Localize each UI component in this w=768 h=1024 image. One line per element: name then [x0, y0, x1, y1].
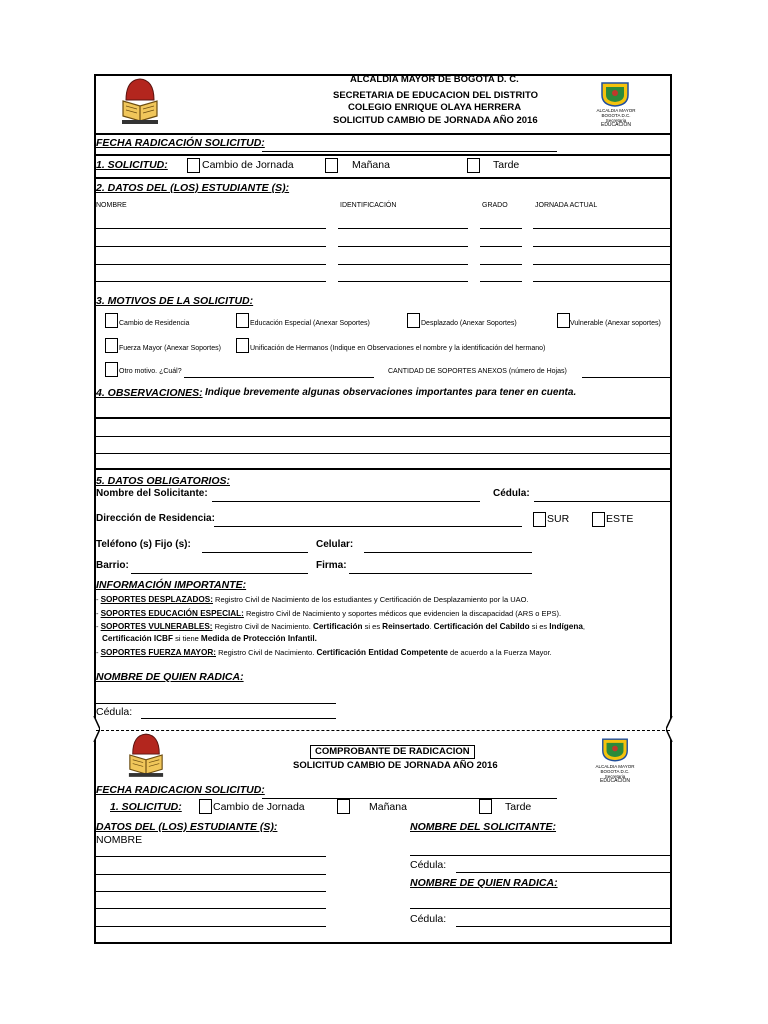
- quien-radica-label: NOMBRE DE QUIEN RADICA:: [96, 671, 244, 683]
- cedula-radica-field[interactable]: [141, 718, 336, 719]
- comprobante-student-line[interactable]: [94, 874, 326, 875]
- col-identificacion: IDENTIFICACIÓN: [340, 202, 397, 209]
- info-fuerza-mayor: - SOPORTES FUERZA MAYOR: Registro Civil de Nacimiento. Certificación Entidad Competente de acuerdo a la Fuerza Mayor.: [96, 648, 552, 657]
- comprobante-student-line[interactable]: [94, 926, 326, 927]
- cedula-radica-label: Cédula:: [96, 706, 133, 718]
- comprobante-student-line[interactable]: [94, 908, 326, 909]
- checkbox-desplazado[interactable]: [407, 313, 420, 328]
- solicitud-divider: [94, 177, 672, 179]
- checkbox-manana[interactable]: [325, 158, 338, 173]
- comprobante-student-line[interactable]: [94, 856, 326, 857]
- observaciones-label: 4. OBSERVACIONES:: [96, 387, 203, 399]
- observaciones-line[interactable]: [94, 453, 672, 454]
- motivo-desplazado: Desplazado (Anexar Soportes): [421, 320, 517, 327]
- motivo-fuerza-mayor: Fuerza Mayor (Anexar Soportes): [119, 345, 221, 352]
- bogota-seal-icon: [598, 81, 632, 107]
- motivo-otro: Otro motivo. ¿Cuál?: [119, 368, 182, 375]
- motivo-vulnerable: Vulnerable (Anexar soportes): [570, 320, 661, 327]
- cut-notch-right: [666, 716, 676, 742]
- direccion-label: Dirección de Residencia:: [96, 513, 215, 524]
- fecha-label: FECHA RADICACIÓN SOLICITUD:: [96, 137, 265, 149]
- telefono-label: Teléfono (s) Fijo (s):: [96, 539, 191, 550]
- option-este: ESTE: [606, 513, 634, 525]
- comprobante-cedula-b-label: Cédula:: [410, 913, 447, 925]
- comprobante-cedula-a-field[interactable]: [456, 872, 672, 873]
- comprobante-fecha-field[interactable]: [262, 798, 557, 799]
- comprobante-solicitud-label: 1. SOLICITUD:: [110, 801, 182, 813]
- checkbox-manana[interactable]: [337, 799, 350, 814]
- cedula-label: Cédula:: [493, 488, 530, 499]
- observaciones-divider: [94, 468, 672, 470]
- observaciones-line[interactable]: [94, 417, 672, 419]
- seal-caption: ALCALDIA MAYOR BOGOTA D.C. Secretaria EDUCACION: [595, 764, 635, 784]
- comprobante-fecha-label: FECHA RADICACION SOLICITUD:: [96, 784, 265, 796]
- checkbox-otro[interactable]: [105, 362, 118, 377]
- option-cambio-jornada: Cambio de Jornada: [202, 159, 294, 171]
- col-grado: GRADO: [482, 202, 508, 209]
- comprobante-solicitante-field[interactable]: [410, 855, 672, 856]
- checkbox-fuerza-mayor[interactable]: [105, 338, 118, 353]
- obligatorios-label: 5. DATOS OBLIGATORIOS:: [96, 475, 230, 487]
- motivo-cambio-residencia: Cambio de Residencia: [119, 320, 190, 327]
- option-tarde: Tarde: [505, 801, 532, 813]
- option-manana: Mañana: [352, 159, 390, 171]
- comprobante-subtitle: SOLICITUD CAMBIO DE JORNADA AÑO 2016: [293, 760, 498, 771]
- seal-caption: ALCALDIA MAYOR BOGOTA D.C. Secretaria EDUCACION: [596, 108, 636, 128]
- comprobante-cedula-a-label: Cédula:: [410, 859, 447, 871]
- col-jornada-actual: JORNADA ACTUAL: [535, 202, 598, 209]
- estudiantes-label: 2. DATOS DEL (LOS) ESTUDIANTE (S):: [96, 182, 290, 194]
- checkbox-este[interactable]: [592, 512, 605, 527]
- option-cambio-jornada: Cambio de Jornada: [213, 801, 305, 813]
- checkbox-tarde[interactable]: [479, 799, 492, 814]
- checkbox-tarde[interactable]: [467, 158, 480, 173]
- comprobante-quien-radica-field[interactable]: [410, 908, 672, 909]
- header-divider: [94, 133, 672, 135]
- nombre-solicitante-field[interactable]: [212, 501, 480, 502]
- comprobante-cedula-b-field[interactable]: [456, 926, 672, 927]
- cantidad-soportes-label: CANTIDAD DE SOPORTES ANEXOS (número de Hojas): [388, 368, 567, 375]
- motivos-label: 3. MOTIVOS DE LA SOLICITUD:: [96, 295, 254, 307]
- info-label: INFORMACIÓN IMPORTANTE:: [96, 579, 247, 591]
- bogota-seal-icon: [599, 737, 631, 762]
- observaciones-line[interactable]: [94, 436, 672, 437]
- header-line-4: SOLICITUD CAMBIO DE JORNADA AÑO 2016: [333, 115, 538, 126]
- firma-label: Firma:: [316, 560, 347, 571]
- comprobante-estudiantes-label: DATOS DEL (LOS) ESTUDIANTE (S):: [96, 821, 278, 833]
- checkbox-vulnerable[interactable]: [557, 313, 570, 328]
- option-tarde: Tarde: [493, 159, 520, 171]
- header-line-3: COLEGIO ENRIQUE OLAYA HERRERA: [348, 102, 522, 113]
- school-logo-icon: [127, 731, 165, 779]
- observaciones-hint: Indique brevemente algunas observaciones importantes para tener en cuenta.: [205, 387, 577, 398]
- checkbox-cambio-jornada[interactable]: [199, 799, 212, 814]
- info-educacion-especial: - SOPORTES EDUCACIÓN ESPECIAL: Registro Civil de Nacimiento y soportes médicos que evidencien la discapacidad (ARS o EPS).: [96, 609, 562, 618]
- checkbox-unificacion[interactable]: [236, 338, 249, 353]
- comprobante-student-line[interactable]: [94, 891, 326, 892]
- celular-label: Celular:: [316, 539, 354, 550]
- comprobante-title: COMPROBANTE DE RADICACION: [310, 745, 475, 759]
- otro-field[interactable]: [184, 377, 374, 378]
- quien-radica-field[interactable]: [94, 703, 336, 704]
- school-logo-icon: [120, 76, 160, 126]
- firma-field[interactable]: [349, 573, 532, 574]
- info-vulnerables: - SOPORTES VULNERABLES: Registro Civil de Nacimiento. Certificación si es Reinsertado. Certificación del Cabildo si es Indígena,: [96, 622, 586, 631]
- checkbox-sur[interactable]: [533, 512, 546, 527]
- cantidad-soportes-field[interactable]: [582, 377, 672, 378]
- comprobante-quien-radica-label: NOMBRE DE QUIEN RADICA:: [410, 877, 558, 889]
- checkbox-cambio-jornada[interactable]: [187, 158, 200, 173]
- checkbox-cambio-residencia[interactable]: [105, 313, 118, 328]
- header-line-2: SECRETARIA DE EDUCACION DEL DISTRITO: [333, 90, 538, 101]
- motivo-educacion-especial: Educación Especial (Anexar Soportes): [250, 320, 370, 327]
- info-desplazados: - SOPORTES DESPLAZADOS: Registro Civil de Nacimiento de los estudiantes y Certificación de Desplazamiento por la UAO.: [96, 595, 529, 604]
- option-manana: Mañana: [369, 801, 407, 813]
- comprobante-solicitante-label: NOMBRE DEL SOLICITANTE:: [410, 821, 557, 833]
- barrio-field[interactable]: [131, 573, 308, 574]
- option-sur: SUR: [547, 513, 570, 525]
- fecha-divider: [94, 154, 672, 156]
- telefono-field[interactable]: [202, 552, 308, 553]
- cut-line: [96, 730, 670, 731]
- checkbox-educacion-especial[interactable]: [236, 313, 249, 328]
- cedula-field[interactable]: [534, 501, 672, 502]
- celular-field[interactable]: [364, 552, 532, 553]
- comprobante-nombre-col: NOMBRE: [96, 834, 143, 846]
- col-nombre: NOMBRE: [96, 202, 127, 209]
- solicitud-label: 1. SOLICITUD:: [96, 159, 168, 171]
- header-line-1: ALCALDIA MAYOR DE BOGOTA D. C.: [350, 74, 519, 85]
- cut-notch-left: [90, 716, 100, 742]
- motivo-unificacion: Unificación de Hermanos (Indique en Observaciones el nombre y la identificación del hermano): [250, 345, 546, 352]
- nombre-solicitante-label: Nombre del Solicitante:: [96, 488, 208, 499]
- info-vulnerables-cont: Certificación ICBF si tiene Medida de Protección Infantil.: [102, 634, 317, 643]
- direccion-field[interactable]: [214, 526, 522, 527]
- fecha-field[interactable]: [262, 151, 557, 152]
- barrio-label: Barrio:: [96, 560, 129, 571]
